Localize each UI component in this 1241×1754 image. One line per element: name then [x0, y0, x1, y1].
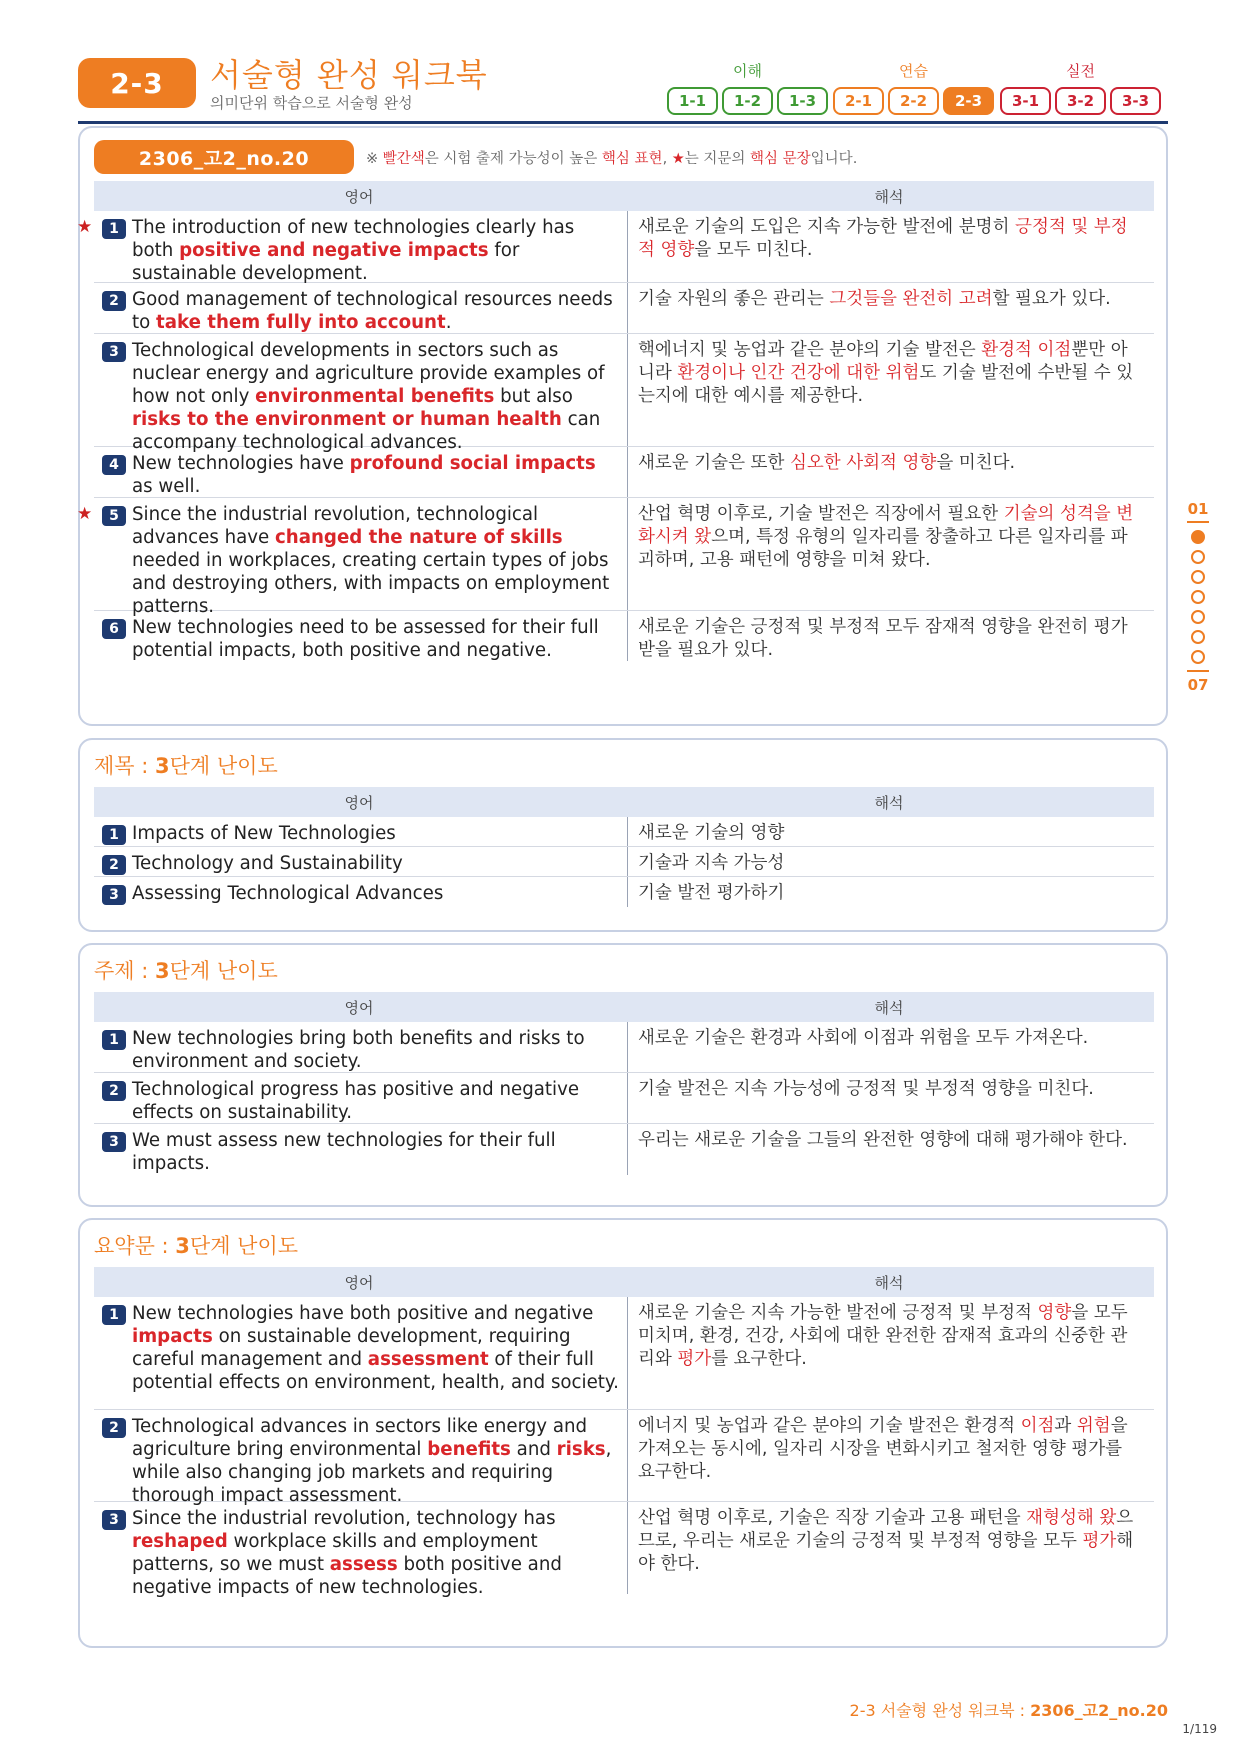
table-row [94, 817, 1154, 847]
stage-button-2-2[interactable]: 2-2 [888, 87, 939, 115]
sentence-number: 6 [102, 619, 126, 639]
progress-dot[interactable] [1191, 650, 1205, 664]
lesson-badge: 2-3 [78, 58, 196, 108]
korean-translation: 산업 혁명 이후로, 기술 발전은 직장에서 필요한 기술의 성격을 변화시켜 왔으며, 특정 유형의 일자리를 창출하고 다른 일자리를 파괴하며, 고용 패턴에 영향을 미쳐 왔다. [638, 504, 1134, 570]
table-row [77, 498, 1154, 617]
passage-panel [78, 126, 1168, 726]
english-sentence: 2 Technological progress has positive and negative effects on sustainability. [94, 1073, 628, 1123]
stage-button-3-3[interactable]: 3-3 [1110, 87, 1161, 115]
korean-translation: 새로운 기술은 지속 가능한 발전에 긍정적 및 부정적 영향을 모두 미치며, 환경, 건강, 사회에 대한 완전한 잠재적 효과의 신중한 관리와 평가를 요구한다. [638, 1303, 1128, 1369]
korean-translation: 산업 혁명 이후로, 기술은 직장 기술과 고용 패턴을 재형성해 왔으므로, 우리는 새로운 기술의 긍정적 및 부정적 영향을 모두 평가해야 한다. [638, 1508, 1134, 1574]
stage-button-3-2[interactable]: 3-2 [1055, 87, 1106, 115]
english-sentence: 3 Since the industrial revolution, technology has reshaped workplace skills and employment patterns, so we must assess both positive and negative impacts of new technologies. [94, 1502, 628, 1594]
stage-button-2-1[interactable]: 2-1 [833, 87, 884, 115]
korean-translation: 기술 발전 평가하기 [638, 883, 785, 903]
sentence-number: 2 [102, 1418, 126, 1438]
table-row [94, 1022, 1154, 1073]
stage-button-1-3[interactable]: 1-3 [777, 87, 828, 115]
stage-group-practice [833, 60, 994, 115]
sentence-number: 2 [102, 1081, 126, 1101]
side-nav-divider [1187, 521, 1209, 523]
table-row [94, 847, 1154, 877]
english-sentence: 6 New technologies need to be assessed for their full potential impacts, both positive and negative. [94, 611, 628, 661]
sentence-number: 1 [102, 825, 126, 845]
table-row [94, 1297, 1154, 1410]
english-sentence: 1 New technologies bring both benefits and risks to environment and society. [94, 1022, 628, 1072]
table-row [94, 1502, 1154, 1598]
sentence-number: 4 [102, 455, 126, 475]
table-row [77, 211, 1154, 284]
column-korean: 해석 [874, 998, 904, 1017]
english-sentence: 2 Good management of technological resources needs to take them fully into account. [94, 283, 628, 333]
english-sentence: 3 We must assess new technologies for their full impacts. [94, 1124, 628, 1175]
side-nav-end: 07 [1187, 676, 1209, 694]
column-english: 영어 [344, 998, 374, 1017]
passage-table [77, 181, 1154, 661]
stage-label: 실전 [1066, 62, 1095, 80]
korean-translation: 우리는 새로운 기술을 그들의 완전한 영향에 대해 평가해야 한다. [638, 1130, 1128, 1150]
summary-panel [78, 1218, 1168, 1648]
stage-button-3-1[interactable]: 3-1 [1000, 87, 1051, 115]
korean-translation: 기술 자원의 좋은 관리는 그것들을 완전히 고려할 필요가 있다. [638, 289, 1111, 309]
english-sentence: 2 Technology and Sustainability [94, 847, 628, 876]
english-sentence: 3 Technological developments in sectors such as nuclear energy and agriculture provide examples of how not only environmental benefits but also risks to the environment or human health can accompany technological advances. [94, 334, 628, 446]
english-sentence: 3 Assessing Technological Advances [94, 877, 628, 907]
theme-panel [78, 943, 1168, 1207]
korean-translation: 새로운 기술은 또한 심오한 사회적 영향을 미친다. [638, 453, 1016, 473]
progress-dot[interactable] [1191, 530, 1205, 544]
stage-group-understand [667, 60, 828, 115]
korean-translation: 기술과 지속 가능성 [638, 853, 785, 873]
column-korean: 해석 [874, 187, 904, 206]
page-subtitle: 의미단위 학습으로 서술형 완성 [210, 94, 413, 112]
korean-translation: 기술 발전은 지속 가능성에 긍정적 및 부정적 영향을 미친다. [638, 1079, 1094, 1099]
side-nav-start: 01 [1187, 500, 1209, 518]
sentence-number: 2 [102, 291, 126, 311]
column-english: 영어 [344, 187, 374, 206]
column-korean: 해석 [874, 1273, 904, 1292]
english-sentence: ★ 1 The introduction of new technologies clearly has both positive and negative impacts for sustainable development. [94, 211, 628, 282]
progress-dot[interactable] [1191, 590, 1205, 604]
english-sentence: 1 New technologies have both positive and negative impacts on sustainable development, requiring careful management and assessment of their full potential effects on environment, health, and society. [94, 1297, 628, 1409]
page-title: 서술형 완성 워크북 [210, 56, 488, 94]
section-heading: 제목 : 3단계 난이도 [94, 754, 278, 778]
stage-button-2-3-active[interactable]: 2-3 [943, 87, 994, 115]
stage-button-1-1[interactable]: 1-1 [667, 87, 718, 115]
table-header [94, 992, 1154, 1022]
table-row [94, 1410, 1154, 1506]
side-nav-divider [1187, 670, 1209, 672]
table-header [94, 181, 1154, 211]
sentence-number: 3 [102, 1510, 126, 1530]
table-row [94, 877, 1154, 907]
legend-note: ※ 빨간색은 시험 출제 가능성이 높은 핵심 표현, ★는 지문의 핵심 문장입니다. [366, 151, 858, 167]
table-row [94, 447, 1154, 498]
english-sentence: 1 Impacts of New Technologies [94, 817, 628, 846]
sentence-number: 3 [102, 342, 126, 362]
sentence-number: 1 [102, 1305, 126, 1325]
table-header [94, 1267, 1154, 1297]
stage-label: 연습 [899, 62, 928, 80]
section-heading: 요약문 : 3단계 난이도 [94, 1234, 299, 1258]
column-english: 영어 [344, 1273, 374, 1292]
progress-dot[interactable] [1191, 610, 1205, 624]
korean-translation: 새로운 기술의 도입은 지속 가능한 발전에 분명히 긍정적 및 부정적 영향을 모두 미친다. [638, 217, 1128, 260]
stage-label: 이해 [733, 62, 762, 80]
passage-tag: 2306_고2_no.20 [94, 140, 354, 174]
stage-group-real [1000, 60, 1161, 115]
page-number: 1/119 [1182, 1722, 1217, 1736]
title-table [94, 787, 1154, 907]
summary-table [94, 1267, 1154, 1598]
star-icon: ★ [671, 151, 685, 167]
sentence-number: 1 [102, 1030, 126, 1050]
sentence-number: 1 [102, 219, 126, 239]
korean-translation: 새로운 기술은 긍정적 및 부정적 모두 잠재적 영향을 완전히 평가받을 필요가 있다. [638, 617, 1128, 660]
stage-button-1-2[interactable]: 1-2 [722, 87, 773, 115]
progress-dot[interactable] [1191, 630, 1205, 644]
korean-translation: 에너지 및 농업과 같은 분야의 기술 발전은 환경적 이점과 위험을 가져오는 동시에, 일자리 시장을 변화시키고 철저한 영향 평가를 요구한다. [638, 1416, 1128, 1482]
english-sentence: 2 Technological advances in sectors like energy and agriculture bring environmental benefits and risks, while also changing job markets and requiring thorough impact assessment. [94, 1410, 628, 1501]
side-progress-nav [1183, 500, 1213, 694]
table-row [94, 611, 1154, 661]
table-header [94, 787, 1154, 817]
footer-label: 2-3 서술형 완성 워크북 : 2306_고2_no.20 [849, 1701, 1168, 1720]
english-sentence: 4 New technologies have profound social impacts as well. [94, 447, 628, 497]
sentence-number: 2 [102, 855, 126, 875]
sentence-number: 3 [102, 885, 126, 905]
korean-translation: 새로운 기술의 영향 [638, 823, 785, 843]
header-divider [78, 121, 1168, 124]
progress-dot[interactable] [1191, 570, 1205, 584]
column-korean: 해석 [874, 793, 904, 812]
table-row [94, 334, 1154, 453]
korean-translation: 새로운 기술은 환경과 사회에 이점과 위험을 모두 가져온다. [638, 1028, 1089, 1048]
title-panel [78, 738, 1168, 932]
korean-translation: 핵에너지 및 농업과 같은 분야의 기술 발전은 환경적 이점뿐만 아니라 환경이나 인간 건강에 대한 위험도 기술 발전에 수반될 수 있는지에 대한 예시를 제공한다. [638, 340, 1134, 406]
star-icon: ★ [77, 504, 93, 524]
sentence-number: 3 [102, 1132, 126, 1152]
star-icon: ★ [77, 217, 93, 237]
theme-table [94, 992, 1154, 1175]
column-english: 영어 [344, 793, 374, 812]
progress-dot[interactable] [1191, 550, 1205, 564]
sentence-number: 5 [102, 506, 126, 526]
section-heading: 주제 : 3단계 난이도 [94, 959, 278, 983]
table-row [94, 283, 1154, 334]
english-sentence: ★ 5 Since the industrial revolution, technological advances have changed the nature of skills needed in workplaces, creating certain types of jobs and destroying others, with impacts on employment patterns. [94, 498, 628, 610]
table-row [94, 1124, 1154, 1175]
table-row [94, 1073, 1154, 1124]
